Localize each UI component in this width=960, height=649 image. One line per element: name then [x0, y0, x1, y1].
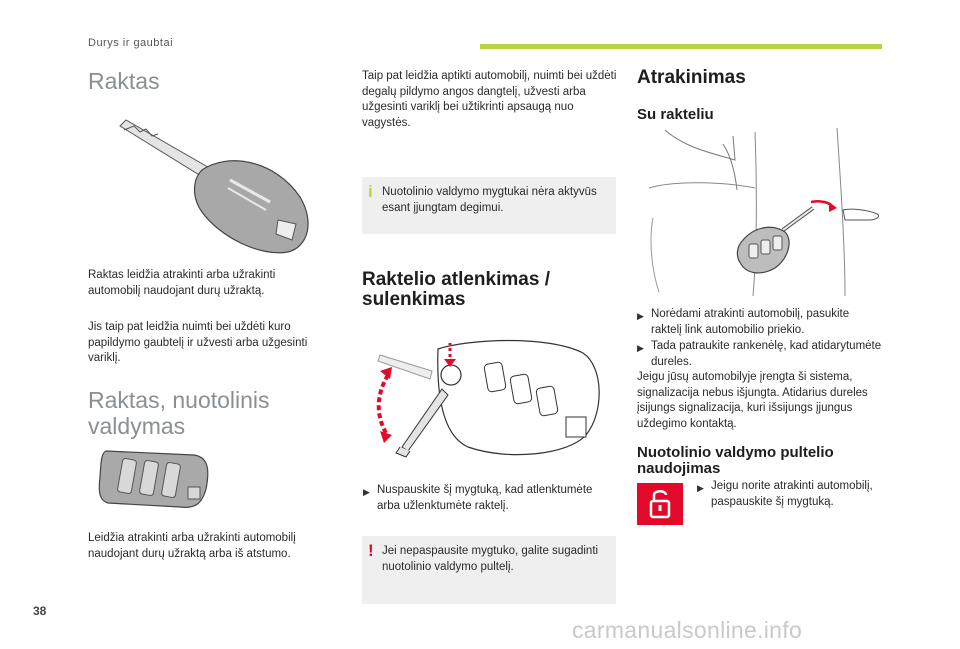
- page-number: 38: [33, 604, 47, 618]
- remote-key-illustration: [98, 443, 213, 513]
- col3-para: Jeigu jūsų automobilyje įrengta ši sistema, signalizacija nebus išjungta. Atidarius dureles įsijungs signalizacija, kuri išsijungs įjungus uždegimo kontaktą.: [637, 371, 868, 430]
- col3-bullet-1-text: Norėdami atrakinti automobilį, pasukite raktelį link automobilio priekio.: [651, 308, 850, 336]
- watermark: carmanualsonline.info: [572, 617, 803, 643]
- col3-bullet-3-text: Jeigu norite atrakinti automobilį, paspauskite šį mygtuką.: [711, 480, 873, 508]
- title-raktas: Raktas: [88, 68, 160, 94]
- title-fold: Raktelio atlenkimas / sulenkimas: [362, 269, 550, 310]
- bullet-arrow-icon: ▶: [363, 487, 370, 497]
- warning-note-text: Jei nepaspausite mygtuko, galite sugadinti nuotolinio valdymo pultelį.: [382, 545, 599, 573]
- col3-bullet-1: [637, 307, 882, 338]
- title-atrakinimas: Atrakinimas: [637, 67, 746, 88]
- warning-icon: !: [368, 541, 374, 560]
- col1-para-1: Raktas leidžia atrakinti arba užrakinti automobilį naudojant durų užraktą.: [88, 269, 276, 297]
- col1-para-2: Jis taip pat leidžia nuimti bei uždėti kuro papildymo gaubtelį ir užvesti arba užgesinti variklį.: [88, 321, 308, 364]
- bullet-arrow-icon: ▶: [637, 343, 644, 353]
- section-label: Durys ir gaubtai: [88, 37, 174, 49]
- subtitle-nuotolinio: Nuotolinio valdymo pultelio naudojimas: [637, 444, 834, 477]
- info-note-text: Nuotolinio valdymo mygtukai nėra aktyvūs esant įjungtam degimui.: [382, 186, 597, 214]
- door-key-illustration: [645, 128, 885, 296]
- open-padlock-icon: [637, 483, 683, 525]
- header-accent-bar: [480, 44, 882, 49]
- fold-bullet: [363, 483, 613, 514]
- fold-key-illustration: [368, 335, 608, 470]
- subtitle-su-rakteliu: Su rakteliu: [637, 106, 714, 123]
- key-illustration: [110, 112, 310, 257]
- col3-bullet-3: [697, 479, 887, 510]
- warning-note: [362, 536, 616, 604]
- col1-para-3: Leidžia atrakinti arba užrakinti automobilį naudojant durų užraktą arba iš atstumo.: [88, 532, 296, 560]
- fold-bullet-text: Nuspauskite šį mygtuką, kad atlenktumėte arba užlenktumėte raktelį.: [377, 484, 593, 512]
- title-raktas-nuotolinis: Raktas, nuotolinis valdymas: [88, 387, 270, 439]
- unlock-button-icon: [637, 483, 683, 525]
- info-icon: i: [368, 182, 373, 201]
- col3-bullet-2: [637, 339, 882, 370]
- info-note: [362, 177, 616, 234]
- col2-intro: Taip pat leidžia aptikti automobilį, nuimti bei uždėti degalų pildymo angos dangtelį, užvesti arba užgesinti variklį bei užtikrinti apsaugą nuo vagystės.: [362, 70, 617, 129]
- col3-bullet-2-text: Tada patraukite rankenėlę, kad atidarytumėte dureles.: [651, 340, 882, 368]
- bullet-arrow-icon: ▶: [697, 483, 704, 493]
- bullet-arrow-icon: ▶: [637, 311, 644, 321]
